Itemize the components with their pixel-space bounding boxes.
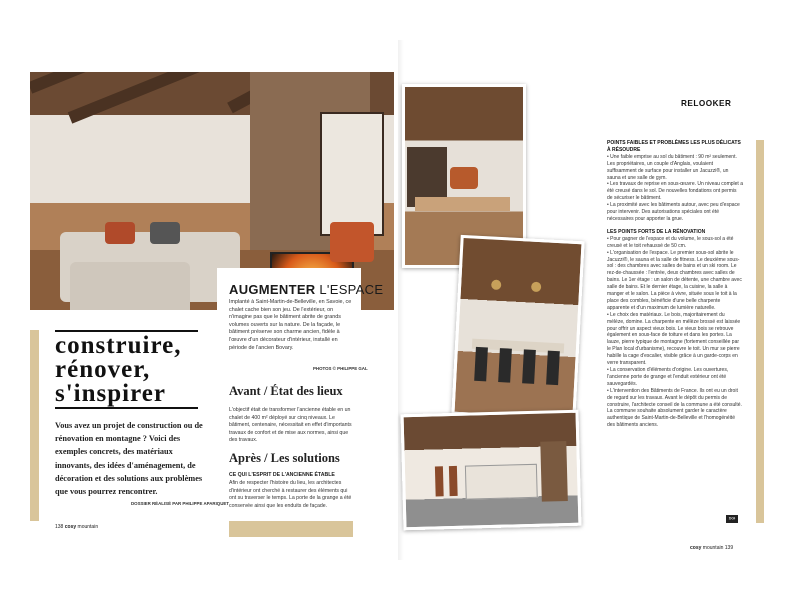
accent-bar-left (30, 330, 39, 521)
strong-point-1: • Pour gagner de l'espace et du volume, le sous-sol a été creusé et le toit rehaussé de 50 cm. (607, 235, 734, 249)
section-after-heading: Après / Les solutions (229, 451, 340, 465)
section-after-body: Afin de respecter l'histoire du lieu, les architectes d'intérieur ont cherché à restaurer des éléments qui ont su traverser le temps. La porte de la grange a été conservée ainsi que les enduits de façade. (229, 480, 352, 509)
folio-right-brand: cosy (690, 545, 702, 551)
continue-arrow-icon: »» (726, 515, 738, 523)
title-line-3: s'inspirer (55, 380, 166, 407)
caption-body: Implanté à Saint-Martin-de-Belleville, en Savoie, ce chalet cache bien son jeu. De l'extérieur, on n'imagine pas que le bâtiment abrite de grands volumes ouverts sur la nature. De la façade, le bâtiment préserve son charme ancien, fidèle à l'œuvre d'un décorateur d'intérieur, installé en période de l'ancien Bovary. (229, 299, 352, 351)
weak-point-1: • Une faible emprise au sol du bâtiment : 90 m² seulement. Les propriétaires, un couple d'Anglais, voulaient suffisamment de surface pour installer un Jacuzzi®, un sauna et une salle de gym. (607, 153, 737, 181)
rubric-label: RELOOKER (681, 99, 732, 108)
section-before-body: L'objectif était de transformer l'ancienne étable en un chalet de 400 m² déployé sur cinq niveaux. Le bâtiment, centenaire, nécessitait en effet d'importants travaux de confort et de mise aux normes, ainsi que des travaux. (229, 407, 352, 444)
right-column (607, 140, 743, 429)
strong-point-3: • Le choix des matériaux. Le bois, majoritairement du mélèze, domine. La charpente en mélèze brossé est laissée pour offrir un aspect vieux bois. Le vieux bois se retrouve également en sous-face de toiture et dans les portes. La lauze, pierre typique de montagne (fortement conseillée par le Plan local d'urbanisme), recouvre le toit. Un mur se pierre habille la cage d'escalier, visible grâce à un garde-corps en verre transparent. (607, 311, 741, 367)
intro-text: Vous avez un projet de construction ou de rénovation en montagne ? Voici des exemples concrets, des matériaux innovants, des idées d'aménagement, de décoration et des solutions aux problèmes que vous pourrez rencontrer. (55, 421, 203, 497)
folio-right-sub: mountain (702, 545, 724, 551)
caption-title-light: L'ESPACE (319, 282, 384, 297)
weak-points-heading: POINTS FAIBLES ET PROBLÈMES LES PLUS DÉLICATS À RÉSOUDRE (607, 140, 741, 153)
folio-left-number: 138 (55, 524, 64, 530)
title-line-2: rénover, (55, 356, 151, 383)
section-after-subheading: CE QUI L'ESPRIT DE L'ANCIENNE ÉTABLE (229, 472, 335, 478)
folio-left-sub: mountain (77, 524, 99, 530)
accent-bar-bottom (229, 521, 353, 537)
dining-room-photo (451, 235, 584, 421)
main-title (55, 334, 215, 406)
accent-bar-right (756, 140, 764, 523)
photo-credit: PHOTOS © PHILIPPE GAL (313, 366, 368, 371)
caption-title (229, 282, 383, 297)
folio-left (55, 524, 98, 530)
title-rule-bottom (55, 407, 198, 409)
folio-right-number: 139 (724, 545, 734, 551)
folio-right (690, 545, 733, 551)
section-before-heading: Avant / État des lieux (229, 384, 343, 398)
strong-point-5: • L'intervention des Bâtiments de France. Ils ont eu un droit de regard sur les travaux. Avant le dépôt du permis de construire, l'architecte conseil de la commune a été consulté. La commune souhaite absolument garder le caractère authentique de Saint-Martin-de-Belleville et l'homogénéité des bâtiments anciens. (607, 387, 742, 429)
kitchen-island-photo (401, 410, 582, 531)
caption-title-bold: AUGMENTER (229, 282, 316, 297)
strong-point-4: • La conservation d'éléments d'origine. Les ouvertures, l'ancienne porte de grange et l'enduit extérieur ont été sauvegardés. (607, 367, 729, 387)
dossier-credit: DOSSIER RÉALISÉ PAR PHILIPPE APARIQUET (131, 501, 229, 506)
weak-point-3: • La proximité avec les bâtiments autour, avec peu d'espace pour intervenir. Des autorisations spéciales ont été nécessaires pour apporter la grue. (607, 202, 740, 222)
strong-point-2: • L'organisation de l'espace. Le premier sous-sol abrite le Jacuzzi®, le sauna et la salle de fitness. Le deuxième sous-sol : des chambres avec salles de bains et un ski room. Le rez-de-chaussée : l'entrée, deux chambres avec salles de bains. Le 1er étage : un salon de détente, une chambre avec salle de bains. Et le dernier étage, la cuisine, la salle à manger et le salon. La pièce à vivre, située sous le toit à la place des combles, bénéficie d'une belle charpente apparente et d'un maximum de lumière naturelle. (607, 249, 742, 311)
weak-point-2: • Les travaux de reprise en sous-œuvre. Un niveau complet a été creusé dans le sol. De nouvelles fondations ont permis de sécuriser le bâtiment. (607, 181, 743, 202)
title-line-1: construire, (55, 332, 182, 359)
folio-left-brand: cosy (64, 524, 77, 530)
strong-points-heading: LES POINTS FORTS DE LA RÉNOVATION (607, 228, 706, 235)
